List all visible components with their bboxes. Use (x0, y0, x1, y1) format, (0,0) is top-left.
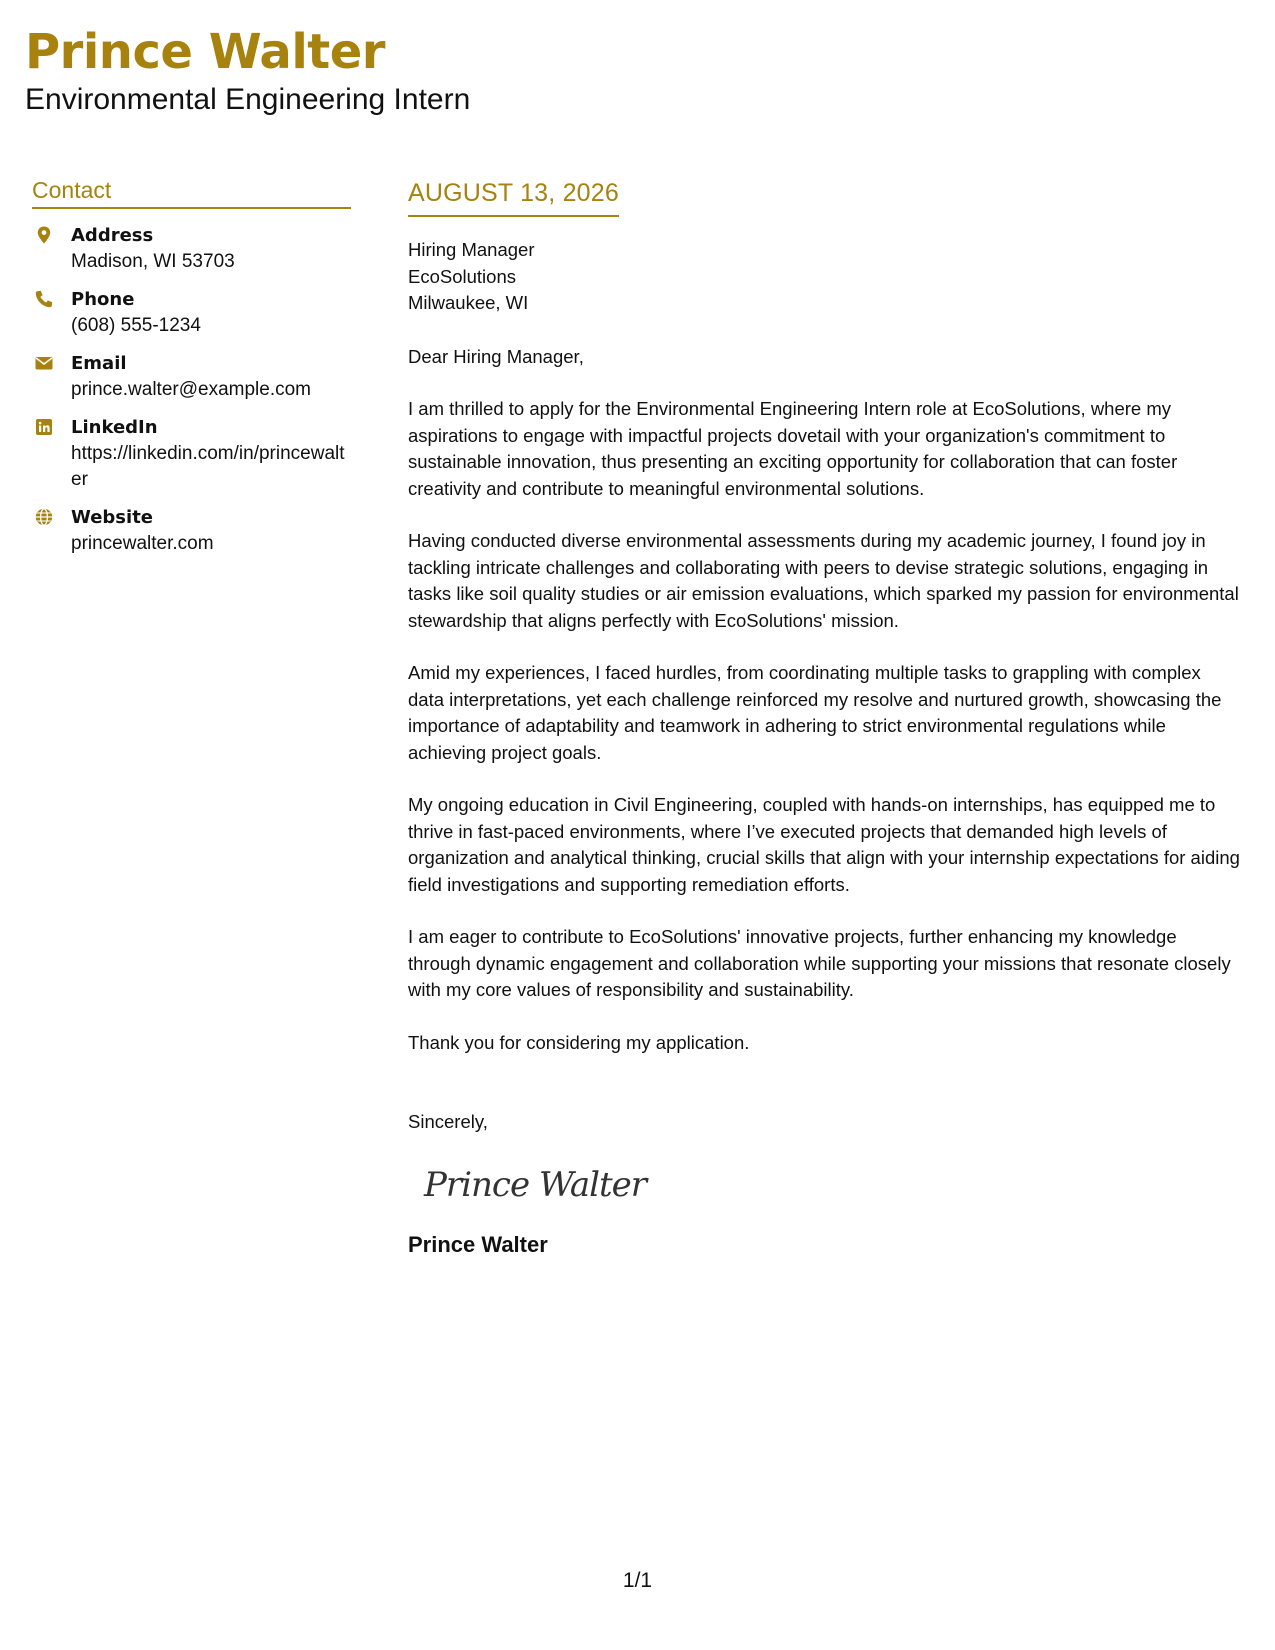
contact-label: Address (71, 225, 154, 246)
cover-letter-body (408, 178, 1240, 1259)
recipient-company: EcoSolutions (408, 265, 516, 287)
paragraph: I am thrilled to apply for the Environmental Engineering Intern role at EcoSolutions, where my aspirations to engage with impactful projects dovetail with your organization's commitment to sustainable innovation, thus presenting an exciting opportunity for collaboration that can foster creativity and contribute to meaningful environmental solutions. (408, 398, 1178, 499)
page-header (25, 22, 470, 118)
applicant-name: Prince Walter (25, 24, 385, 80)
contact-item-phone (32, 287, 351, 339)
contact-item-email (32, 351, 351, 403)
page-number: 1/1 (622, 1569, 653, 1592)
recipient-location: Milwaukee, WI (408, 292, 529, 313)
map-pin-icon (34, 225, 54, 245)
recipient-block (408, 237, 1240, 317)
phone-icon (34, 289, 54, 309)
website-link[interactable]: princewalter.com (71, 533, 214, 554)
email-link[interactable]: prince.walter@example.com (71, 379, 311, 400)
paragraph: Thank you for considering my application. (408, 1031, 750, 1053)
contact-label: Email (71, 353, 127, 374)
envelope-icon (34, 353, 54, 373)
contact-label: Phone (71, 289, 135, 310)
svg-text:Prince Walter: Prince Walter (424, 1164, 647, 1205)
contact-item-website (32, 505, 351, 557)
recipient-title: Hiring Manager (408, 239, 535, 260)
closing: Sincerely, (408, 1111, 488, 1132)
salutation: Dear Hiring Manager, (408, 345, 584, 367)
contact-label: LinkedIn (71, 417, 158, 438)
paragraph: My ongoing education in Civil Engineering, coupled with hands-on internships, has equipped me to thrive in fast-paced environments, where I’ve executed projects that demanded high levels of organization and analytical thinking, crucial skills that align with your internship expectations for aiding field investigations and supporting remediation efforts. (408, 794, 1240, 895)
phone-value: (608) 555-1234 (71, 315, 201, 336)
signed-name: Prince Walter (408, 1231, 548, 1257)
contact-item-linkedin (32, 415, 351, 493)
contact-list (32, 223, 351, 557)
globe-icon (34, 507, 54, 527)
linkedin-link[interactable]: https://linkedin.com/in/princewalter (71, 443, 345, 490)
linkedin-icon (34, 417, 54, 437)
paragraph: I am eager to contribute to EcoSolutions' innovative projects, further enhancing my knowledge through dynamic engagement and collaboration while supporting your missions that resonate closely with my core values of responsibility and sustainability. (408, 926, 1231, 1000)
contact-item-address (32, 223, 351, 275)
contact-sidebar (32, 176, 351, 569)
handwritten-signature (422, 1154, 662, 1214)
contact-heading: Contact (32, 176, 351, 209)
job-title: Environmental Engineering Intern (25, 83, 471, 116)
address-value: Madison, WI 53703 (71, 251, 235, 272)
paragraph: Having conducted diverse environmental assessments during my academic journey, I found joy in tackling intricate challenges and collaborating with peers to devise strategic solutions, engaging in tasks like soil quality studies or air emission evaluations, which sparked my passion for environmental stewardship that aligns perfectly with EcoSolutions' mission. (408, 530, 1239, 631)
paragraph: Amid my experiences, I faced hurdles, from coordinating multiple tasks to grappling with complex data interpretations, yet each challenge reinforced my resolve and nurtured growth, showcasing the importance of adaptability and teamwork in adhering to strict environmental regulations while achieving project goals. (408, 662, 1222, 763)
contact-label: Website (71, 507, 154, 528)
letter-date: AUGUST 13, 2026 (408, 178, 619, 217)
